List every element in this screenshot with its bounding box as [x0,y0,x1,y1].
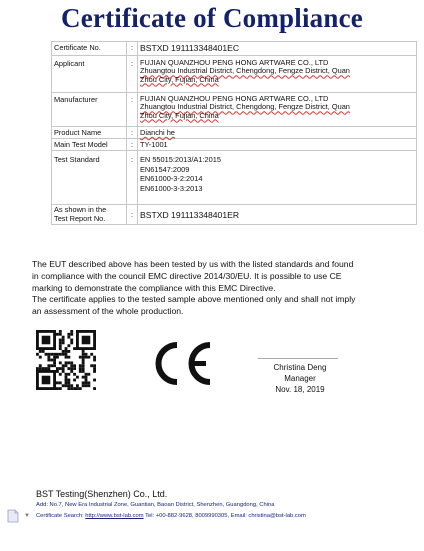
row-certificate-no [52,42,417,56]
website-link[interactable]: http://www.bst-lab.com [85,513,144,519]
row-product-name [52,127,417,139]
test-standard-list [138,151,417,205]
applicant-name: FUJIAN QUANZHOU PENG HONG ARTWARE CO., LTD [140,58,329,67]
product-name-value: Dianchi he [138,127,417,139]
row-main-test-model [52,139,417,151]
certificate-no-value: BSTXD 191113348401EC [138,42,417,56]
test-report-label-line2: Test Report No. [54,213,106,223]
applicant-label: Applicant [52,56,127,93]
test-standard-item: EN61000-3-2:2014 [140,174,203,184]
ce-mark [150,341,214,386]
manufacturer-label: Manufacturer [52,93,127,127]
triangle-down-icon[interactable]: ▼ [24,513,30,519]
contact-tel-email: Tel: +00-882-9628, 8009990305, Email: christina@bst-lab.com [145,513,306,519]
issue-date: Nov. 18, 2019 [275,385,325,394]
colon: : [127,42,138,56]
colon: : [127,205,138,225]
test-report-label-line1: As shown in the [54,205,107,214]
product-name-label: Product Name [52,127,127,139]
statement-line: an assessment of the whole production. [32,306,184,317]
certificate-info-table [51,41,417,225]
statement-line: marking to demonstrate the compliance with this EMC Directive. [32,282,276,293]
statement-line: The EUT described above has been tested by us with the listed standards and found [32,259,354,269]
manufacturer-name: FUJIAN QUANZHOU PENG HONG ARTWARE CO., LTD [140,94,329,103]
test-report-value: BSTXD 191113348401ER [138,205,417,225]
statement-line: The certificate applies to the tested sample above mentioned only and shall not imply [32,294,356,305]
signature-block [250,362,350,395]
signature-line [258,358,338,359]
qr-code-icon [36,330,96,390]
row-applicant [52,56,417,93]
test-standard-label: Test Standard [52,151,127,205]
row-test-report [52,205,417,225]
signatory-name: Christina Deng [273,363,327,372]
certificate-search-label: Certificate Search: [36,513,86,519]
test-report-label [52,205,127,225]
applicant-address-2: Zhou City, Fujian, China [140,74,219,84]
colon: : [127,151,138,205]
row-test-standard [52,151,417,205]
main-test-model-label: Main Test Model [52,139,127,151]
footer-contact [36,513,306,519]
document-icon[interactable] [7,509,19,523]
applicant-value [138,56,417,93]
certificate-no-label: Certificate No. [52,42,127,56]
test-standard-item: EN61547:2009 [140,164,190,174]
statement-line: in compliance with the council EMC directive 2014/30/EU. It is possible to use CE [32,270,342,281]
colon: : [127,93,138,127]
main-test-model-value: TY-1001 [138,139,417,151]
manufacturer-address-1: Zhuangtou Industrial District, Chengdong, Fengze District, Quan [140,102,350,112]
test-standard-item: EN61000-3-3:2013 [140,183,203,193]
company-address: Add: No.7, New Era Industrial Zone, Guantian, Baoan District, Shenzhen, Guangdong, China [36,502,275,508]
applicant-address-1: Zhuangtou Industrial District, Chengdong, Fengze District, Quan [140,66,350,76]
manufacturer-value [138,93,417,127]
colon: : [127,139,138,151]
colon: : [127,56,138,93]
compliance-statement [32,259,404,318]
colon: : [127,127,138,139]
company-name: BST Testing(Shenzhen) Co., Ltd. [36,489,168,499]
test-standard-item: EN 55015:2013/A1:2015 [140,155,221,164]
document-title: Certificate of Compliance [61,3,363,33]
signatory-role: Manager [284,374,316,383]
manufacturer-address-2: Zhou City, Fujian, China [140,110,219,120]
row-manufacturer [52,93,417,127]
